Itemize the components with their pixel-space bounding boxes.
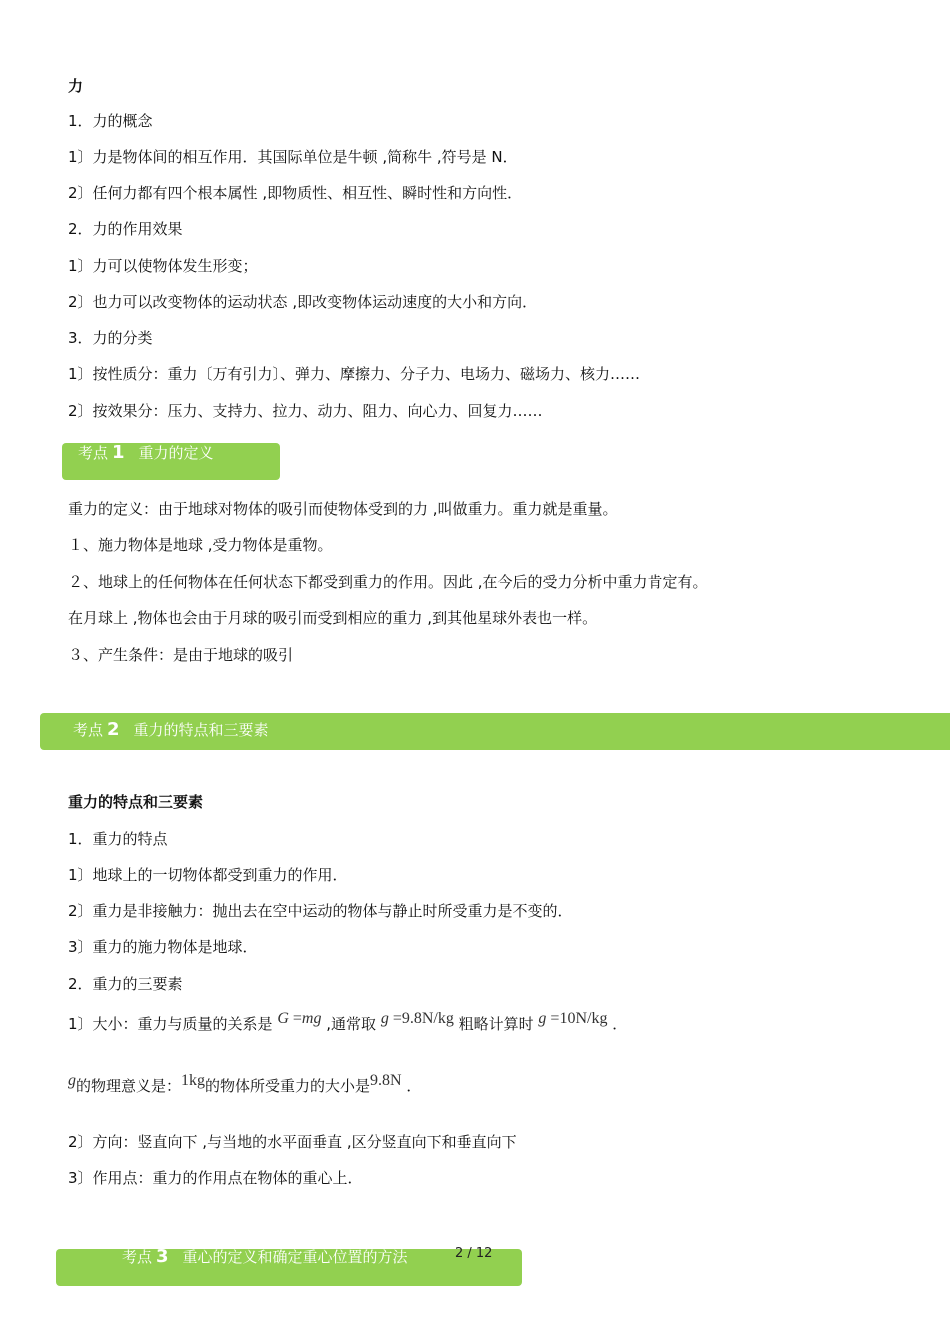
one-kg: 1kg — [181, 1072, 206, 1089]
heading-three-elements: 2．重力的三要素 — [68, 975, 183, 993]
text-line: 1〕地球上的一切物体都受到重力的作用． — [68, 866, 348, 884]
page-number: 2 / 12 — [455, 1246, 493, 1261]
text-line: 2〕任何力都有四个根本属性 ,即物质性、相互性、瞬时性和方向性． — [68, 184, 523, 202]
text-line: ２、地球上的任何物体在任何状态下都受到重力的作用。因此 ,在今后的受力分析中重力肯定有。 — [68, 573, 708, 591]
heading-gravity-features: 1．重力的特点 — [68, 830, 168, 848]
text-line: 2〕也力可以改变物体的运动状态 ,即改变物体运动速度的大小和方向． — [68, 293, 538, 311]
nine-point-eight-n: 9.8N — [370, 1072, 402, 1089]
size-label: 1〕大小：重力与质量的关系是 — [68, 1015, 273, 1033]
kaodian-title: 重心的定义和确定重心位置的方法 — [182, 1248, 408, 1266]
formula-mg: mg — [301, 1010, 322, 1027]
text-line: 2〕重力是非接触力：抛出去在空中运动的物体与静止时所受重力是不变的． — [68, 902, 573, 920]
text-line: 2〕方向：竖直向下 ,与当地的水平面垂直 ,区分竖直向下和垂直向下 — [68, 1133, 517, 1151]
kaodian-prefix: 考点 — [122, 1248, 153, 1266]
kaodian-1-banner — [62, 443, 280, 480]
text-line: １、施力物体是地球 ,受力物体是重物。 — [68, 536, 333, 554]
kaodian-prefix: 考点 — [73, 721, 104, 739]
kaodian-number: 1 — [112, 442, 125, 463]
kaodian-prefix: 考点 — [78, 444, 109, 462]
section-title: 力 — [68, 77, 84, 95]
text-line: 在月球上 ,物体也会由于月球的吸引而受到相应的重力 ,到其他星球外表也一样。 — [68, 609, 598, 627]
heading-force-effect: 2．力的作用效果 — [68, 220, 183, 238]
heading-force-types: 3．力的分类 — [68, 329, 153, 347]
text-line: 1〕力是物体间的相互作用．其国际单位是牛顿 ,简称牛 ,符号是 N． — [68, 148, 518, 166]
g-symbol: g — [538, 1010, 547, 1027]
formula-equals: = — [288, 1010, 302, 1027]
kaodian-title: 重力的特点和三要素 — [133, 721, 269, 739]
text-line: 3〕作用点：重力的作用点在物体的重心上． — [68, 1169, 363, 1187]
heading-force-concept: 1．力的概念 — [68, 112, 153, 130]
text-line: 1〕按性质分：重力〔万有引力〕、弹力、摩擦力、分子力、电场力、磁场力、核力…… — [68, 365, 641, 383]
text-line: 3〕重力的施力物体是地球． — [68, 938, 258, 956]
g-symbol: g — [68, 1072, 76, 1089]
g-value-10: =10N/kg — [546, 1010, 608, 1027]
kaodian-2-banner — [40, 713, 950, 750]
kaodian-title: 重力的定义 — [138, 444, 214, 462]
g-symbol: g — [380, 1010, 389, 1027]
g-value-9-8: =9.8N/kg — [388, 1010, 454, 1027]
end-dot: ． — [406, 1077, 422, 1095]
rough-text: 粗略计算时 — [453, 1015, 534, 1033]
text-line: 重力的定义：由于地球对物体的吸引而使物体受到的力 ,叫做重力。重力就是重量。 — [68, 500, 618, 518]
text-line: ３、产生条件：是由于地球的吸引 — [68, 646, 294, 664]
end-dot: ． — [612, 1015, 628, 1033]
meaning-text-2: 的物体所受重力的大小是 — [205, 1077, 371, 1095]
text-line: 1〕力可以使物体发生形变； — [68, 257, 258, 275]
kaodian-3-banner — [56, 1246, 522, 1286]
kaodian-number: 3 — [156, 1246, 169, 1267]
g-meaning-line — [68, 1072, 422, 1097]
formula-G: G — [277, 1010, 289, 1027]
kaodian-number: 2 — [107, 719, 120, 740]
usual-text: ,通常取 — [326, 1015, 377, 1033]
size-formula-line — [68, 1010, 628, 1035]
meaning-text: 的物理意义是： — [76, 1077, 182, 1095]
text-line: 2〕按效果分：压力、支持力、拉力、动力、阻力、向心力、回复力…… — [68, 402, 543, 420]
subsection-heading: 重力的特点和三要素 — [68, 793, 204, 811]
